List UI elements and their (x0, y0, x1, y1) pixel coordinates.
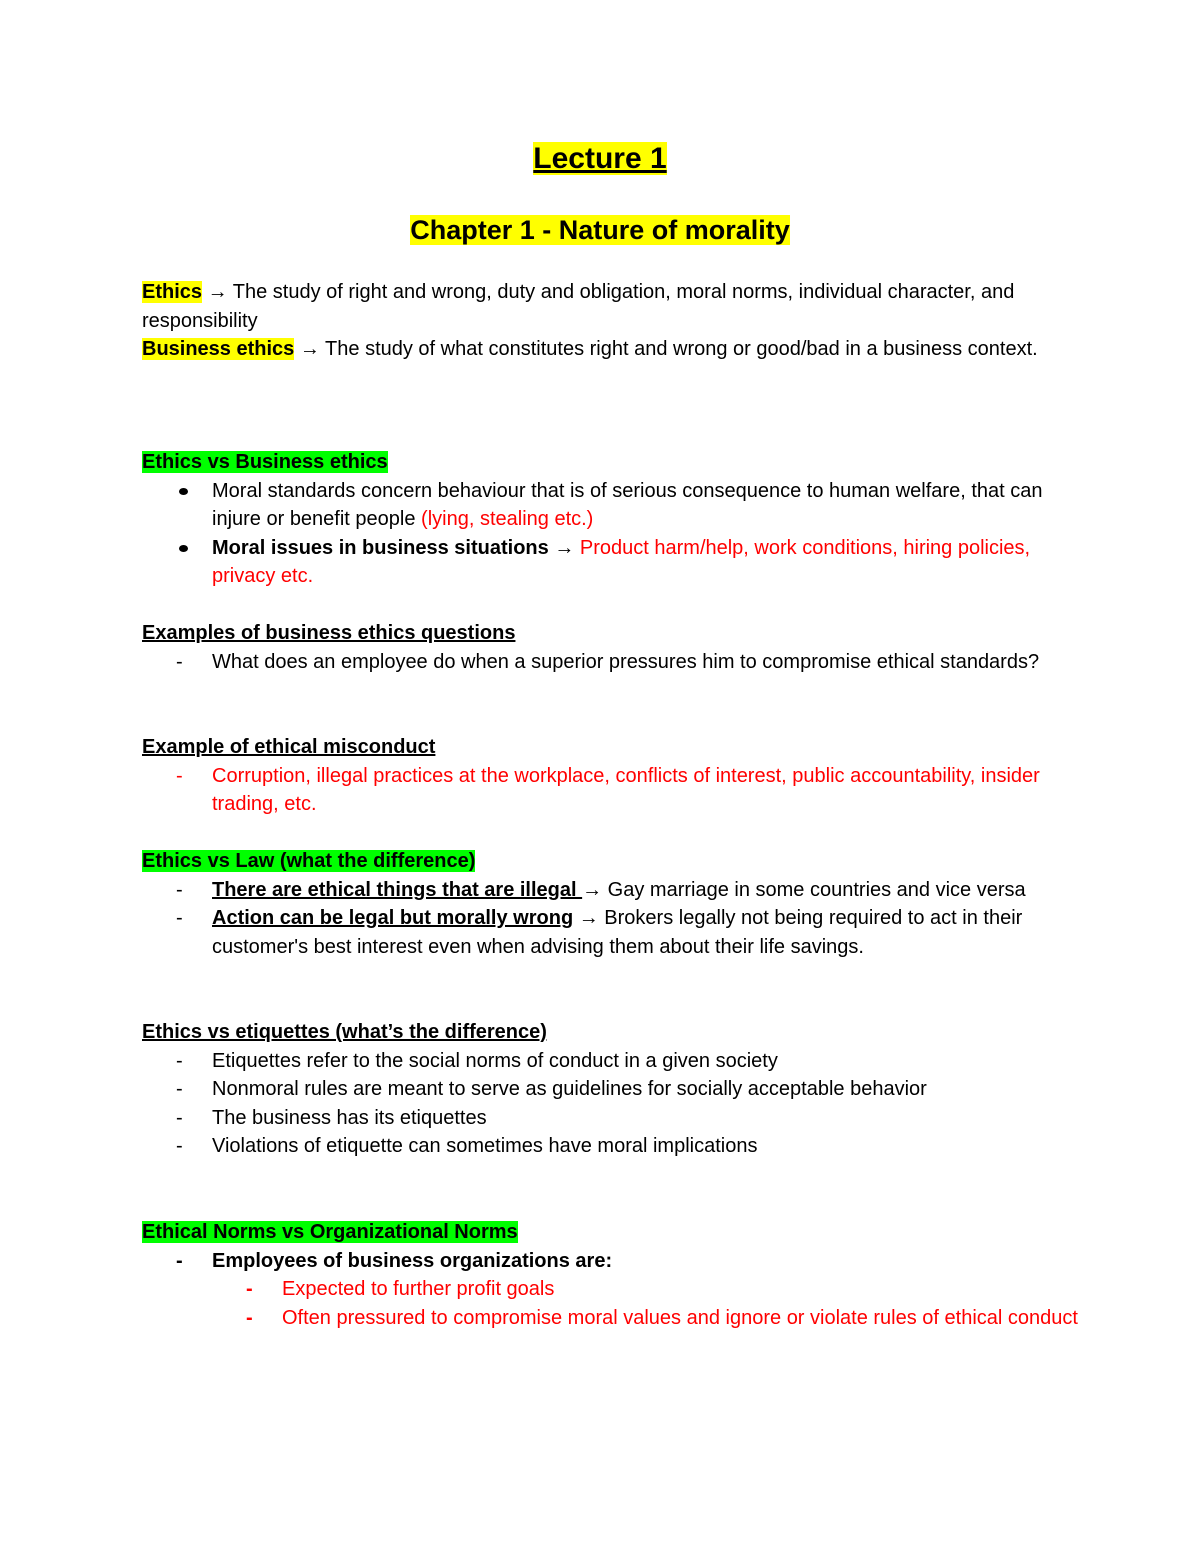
section-ethics-vs-law (142, 847, 1082, 961)
list-item: Moral issues in business situations → Product harm/help, work conditions, hiring policies, privacy etc. (142, 534, 1082, 591)
section-heading: Examples of business ethics questions (142, 622, 516, 644)
section-heading: Ethical Norms vs Organizational Norms (142, 1221, 518, 1243)
definitions-block (142, 278, 1082, 364)
section-examples-questions (142, 619, 1082, 676)
section-example-misconduct (142, 733, 1082, 819)
section-heading: Ethics vs Law (what the difference) (142, 850, 476, 872)
dash-marker: - (246, 1278, 253, 1301)
list-item: - Nonmoral rules are meant to serve as guidelines for socially acceptable behavior (142, 1075, 1082, 1104)
section-heading: Example of ethical misconduct (142, 736, 436, 758)
bullet-icon (179, 488, 188, 495)
dash-marker: - (176, 878, 183, 901)
dash-marker: - (176, 1249, 183, 1272)
list-item: - What does an employee do when a superior pressures him to compromise ethical standards? (142, 648, 1082, 677)
definition-ethics (142, 278, 1082, 335)
lecture-title: Lecture 1 (533, 142, 667, 175)
dash-marker: - (176, 764, 183, 787)
list-item: Moral standards concern behaviour that is of serious consequence to human welfare, that can injure or benefit people (lying, stealing etc.) (142, 477, 1082, 534)
section-norms (142, 1218, 1082, 1332)
definition-business-ethics (142, 335, 1082, 364)
dash-marker: - (246, 1306, 253, 1329)
list-item: - There are ethical things that are illegal → Gay marriage in some countries and vice versa (142, 876, 1082, 905)
dash-marker: - (176, 650, 183, 673)
section-heading: Ethics vs etiquettes (what’s the difference) (142, 1021, 547, 1043)
list-item: - Violations of etiquette can sometimes have moral implications (142, 1132, 1082, 1161)
list-item: - Corruption, illegal practices at the workplace, conflicts of interest, public accountability, insider trading, etc. (142, 762, 1082, 819)
dash-marker: - (176, 1078, 183, 1101)
dash-marker: - (176, 1135, 183, 1158)
list-item: - Action can be legal but morally wrong → Brokers legally not being required to act in their customer's best interest even when advising them about their life savings. (142, 904, 1082, 961)
chapter-title: Chapter 1 - Nature of morality (410, 215, 790, 245)
dash-marker: - (176, 1049, 183, 1072)
list-item: - The business has its etiquettes (142, 1104, 1082, 1133)
bullet-icon (179, 545, 188, 552)
list-item: - Often pressured to compromise moral values and ignore or violate rules of ethical conduct (142, 1304, 1082, 1333)
list-item: - Expected to further profit goals (142, 1275, 1082, 1304)
definition-text: → The study of right and wrong, duty and obligation, moral norms, individual character, and responsibility (142, 281, 1015, 332)
list-item: - Employees of business organizations are: (142, 1247, 1082, 1276)
dash-marker: - (176, 1106, 183, 1129)
definition-term: Ethics (142, 281, 203, 303)
dash-marker: - (176, 907, 183, 930)
list-item: - Etiquettes refer to the social norms of conduct in a given society (142, 1047, 1082, 1076)
section-ethics-vs-business (142, 448, 1082, 591)
definition-term: Business ethics (142, 338, 295, 361)
section-heading: Ethics vs Business ethics (142, 451, 388, 473)
definition-text: → The study of what constitutes right and wrong or good/bad in a business context. (294, 338, 1038, 361)
section-ethics-vs-etiquettes (142, 1018, 1082, 1161)
